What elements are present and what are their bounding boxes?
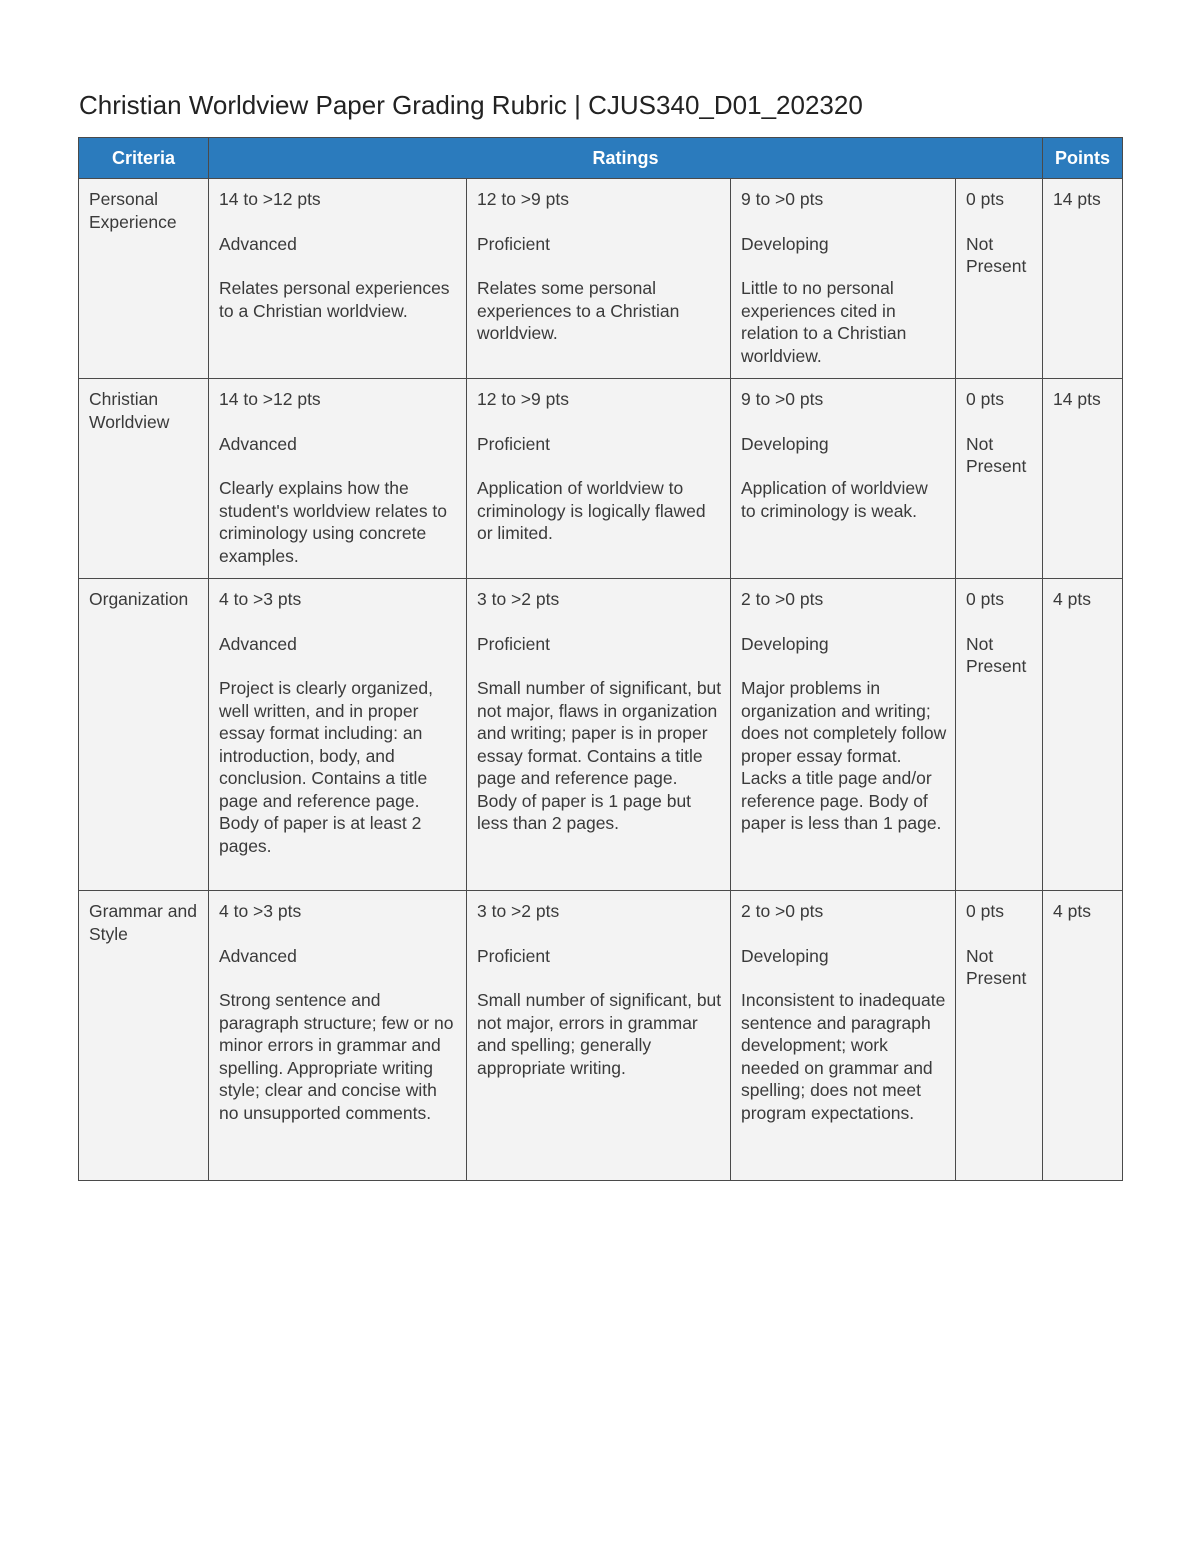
rating-level: Developing bbox=[741, 945, 829, 966]
rating-points: 4 to >3 pts bbox=[219, 901, 302, 921]
rating-points: 4 to >3 pts bbox=[219, 589, 302, 609]
rating-level: Not Present bbox=[966, 233, 1027, 276]
rating-points: 12 to >9 pts bbox=[477, 389, 569, 409]
rating-level: Not Present bbox=[966, 945, 1027, 988]
rating-cell bbox=[467, 579, 731, 891]
table-row bbox=[79, 179, 1123, 379]
rating-points: 9 to >0 pts bbox=[741, 189, 824, 209]
rating-cell bbox=[209, 379, 467, 579]
rating-points: 14 to >12 pts bbox=[219, 189, 321, 209]
rating-cell bbox=[956, 379, 1043, 579]
criterion-cell: Christian Worldview bbox=[79, 379, 209, 579]
rating-level: Developing bbox=[741, 433, 829, 454]
points-cell: 4 pts bbox=[1043, 891, 1123, 1181]
rating-cell bbox=[956, 891, 1043, 1181]
rating-points: 12 to >9 pts bbox=[477, 189, 569, 209]
rating-cell bbox=[731, 379, 956, 579]
rating-points: 0 pts bbox=[966, 901, 1004, 921]
rating-cell bbox=[467, 379, 731, 579]
header-row bbox=[79, 138, 1123, 179]
rating-description: Inconsistent to inadequate sentence and paragraph development; work needed on grammar and spelling; does not meet program expectations. bbox=[741, 990, 946, 1123]
table-row bbox=[79, 891, 1123, 1181]
rating-points: 0 pts bbox=[966, 589, 1004, 609]
rating-description: Little to no personal experiences cited in relation to a Christian worldview. bbox=[741, 278, 907, 366]
rating-description: Project is clearly organized, well written, and in proper essay format including: an introduction, body, and conclusion. Contains a title page and reference page. Body of paper is at least 2 pages. bbox=[219, 678, 433, 856]
rating-cell bbox=[209, 891, 467, 1181]
rating-level: Advanced bbox=[219, 633, 297, 654]
rating-cell bbox=[956, 579, 1043, 891]
rating-description: Application of worldview to criminology is logically flawed or limited. bbox=[477, 478, 706, 543]
table-row bbox=[79, 579, 1123, 891]
rating-points: 0 pts bbox=[966, 189, 1004, 209]
rating-cell bbox=[956, 179, 1043, 379]
rating-cell bbox=[467, 891, 731, 1181]
rating-cell bbox=[209, 179, 467, 379]
rating-description: Strong sentence and paragraph structure; few or no minor errors in grammar and spelling. Appropriate writing style; clear and concise with no unsupported comments. bbox=[219, 990, 454, 1123]
rating-level: Advanced bbox=[219, 945, 297, 966]
rating-level: Not Present bbox=[966, 433, 1027, 476]
rating-level: Not Present bbox=[966, 633, 1027, 676]
criteria-header: Criteria bbox=[79, 138, 209, 179]
rating-description: Small number of significant, but not major, flaws in organization and writing; paper is in proper essay format. Contains a title page and reference page. Body of paper is 1 page but less than 2 pages. bbox=[477, 678, 722, 833]
rating-points: 2 to >0 pts bbox=[741, 589, 824, 609]
points-cell: 4 pts bbox=[1043, 579, 1123, 891]
table-row bbox=[79, 379, 1123, 579]
rating-description: Clearly explains how the student's worldview relates to criminology using concrete examples. bbox=[219, 478, 448, 566]
rating-cell bbox=[209, 579, 467, 891]
rating-cell bbox=[731, 891, 956, 1181]
points-cell: 14 pts bbox=[1043, 179, 1123, 379]
criterion-cell: Grammar and Style bbox=[79, 891, 209, 1181]
rating-points: 0 pts bbox=[966, 389, 1004, 409]
page-title: Christian Worldview Paper Grading Rubric | CJUS340_D01_202320 bbox=[79, 90, 863, 120]
rating-level: Developing bbox=[741, 233, 829, 254]
rating-points: 2 to >0 pts bbox=[741, 901, 824, 921]
rating-description: Relates some personal experiences to a Christian worldview. bbox=[477, 278, 680, 343]
rating-description: Major problems in organization and writing; does not completely follow proper essay format. Lacks a title page and/or reference page. Body of paper is less than 1 page. bbox=[741, 678, 947, 833]
rating-level: Proficient bbox=[477, 433, 550, 454]
rating-level: Proficient bbox=[477, 633, 550, 654]
points-header: Points bbox=[1043, 138, 1123, 179]
rating-level: Developing bbox=[741, 633, 829, 654]
points-cell: 14 pts bbox=[1043, 379, 1123, 579]
rating-points: 9 to >0 pts bbox=[741, 389, 824, 409]
rubric-table bbox=[78, 137, 1123, 1181]
rating-cell bbox=[731, 179, 956, 379]
rating-description: Small number of significant, but not major, errors in grammar and spelling; generally appropriate writing. bbox=[477, 990, 722, 1078]
rating-description: Application of worldview to criminology is weak. bbox=[741, 478, 928, 521]
criterion-cell: Personal Experience bbox=[79, 179, 209, 379]
criterion-cell: Organization bbox=[79, 579, 209, 891]
ratings-header: Ratings bbox=[209, 138, 1043, 179]
rating-points: 3 to >2 pts bbox=[477, 901, 560, 921]
rating-level: Proficient bbox=[477, 945, 550, 966]
rating-points: 3 to >2 pts bbox=[477, 589, 560, 609]
rating-cell bbox=[467, 179, 731, 379]
rating-level: Advanced bbox=[219, 433, 297, 454]
rating-level: Proficient bbox=[477, 233, 550, 254]
rating-description: Relates personal experiences to a Christian worldview. bbox=[219, 278, 450, 321]
rating-points: 14 to >12 pts bbox=[219, 389, 321, 409]
rating-cell bbox=[731, 579, 956, 891]
rating-level: Advanced bbox=[219, 233, 297, 254]
